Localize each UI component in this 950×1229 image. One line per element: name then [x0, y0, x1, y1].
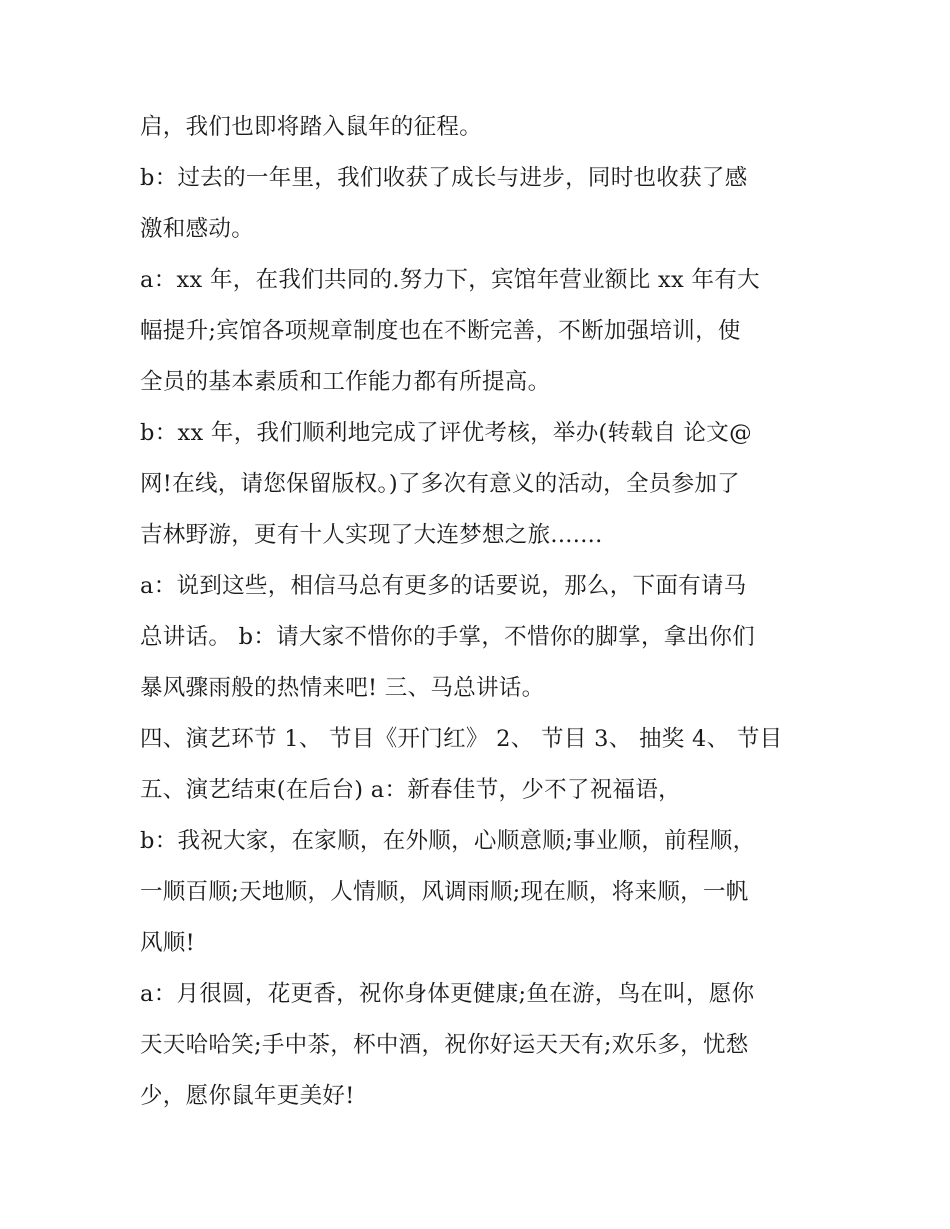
text-line: 全员的基本素质和工作能力都有所提高。	[140, 369, 551, 395]
text-line: b：过去的一年里，我们收获了成长与进步，同时也收获了感	[140, 165, 748, 191]
document-page	[140, 102, 820, 1122]
text-line: 激和感动。	[140, 216, 255, 242]
text-line: a：月很圆，花更香，祝你身体更健康;鱼在游，鸟在叫，愿你	[140, 981, 755, 1007]
text-line: 一顺百顺;天地顺，人情顺，风调雨顺;现在顺，将来顺，一帆	[140, 879, 749, 905]
text-line: 天天哈哈笑;手中茶，杯中酒，祝你好运天天有;欢乐多，忧愁	[140, 1032, 749, 1058]
text-line: 少，愿你鼠年更美好!	[140, 1083, 355, 1109]
text-line: 总讲话。 b：请大家不惜你的手掌，不惜你的脚掌，拿出你们	[140, 624, 755, 650]
text-line: a：说到这些，相信马总有更多的话要说，那么，下面有请马	[140, 573, 747, 599]
text-line: b：我祝大家，在家顺，在外顺，心顺意顺;事业顺，前程顺，	[140, 828, 756, 854]
text-line: b：xx 年，我们顺利地完成了评优考核，举办(转载自 论文@	[140, 420, 752, 446]
text-line: 暴风骤雨般的热情来吧! 三、马总讲话。	[140, 675, 545, 701]
text-line: a：xx 年，在我们共同的.努力下，宾馆年营业额比 xx 年有大	[140, 267, 760, 293]
text-line: 网!在线，请您保留版权。)了多次有意义的活动，全员参加了	[140, 471, 740, 497]
text-line: 吉林野游，更有十人实现了大连梦想之旅.......	[140, 522, 603, 548]
text-line: 风顺!	[140, 930, 195, 956]
text-line: 五、演艺结束(在后台) a：新春佳节，少不了祝福语，	[140, 777, 681, 803]
text-line: 四、演艺环节 1、 节目《开门红》 2、 节目 3、 抽奖 4、 节目	[140, 726, 783, 752]
text-line: 启，我们也即将踏入鼠年的征程。	[140, 114, 483, 140]
text-line: 幅提升;宾馆各项规章制度也在不断完善，不断加强培训，使	[140, 318, 741, 344]
